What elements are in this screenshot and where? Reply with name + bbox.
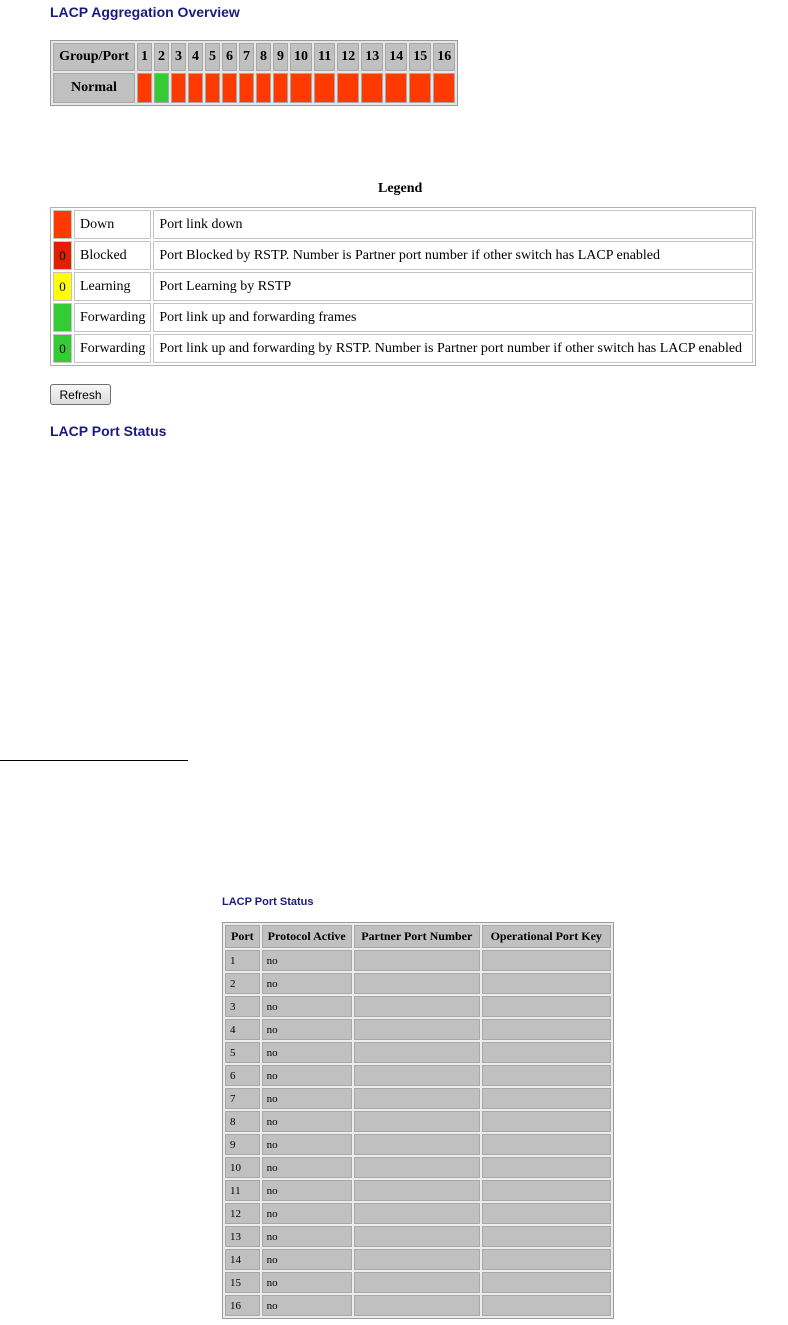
port-header: 14 bbox=[385, 43, 407, 71]
protocol-active-cell: no bbox=[262, 1088, 352, 1109]
operational-port-key-column-header: Operational Port Key bbox=[482, 925, 611, 948]
status-swatch: 0 bbox=[53, 334, 72, 363]
protocol-active-cell: no bbox=[262, 1111, 352, 1132]
port-state-cell bbox=[239, 73, 254, 103]
partner-port-number-column-header: Partner Port Number bbox=[354, 925, 480, 948]
group-port-header: Group/Port bbox=[53, 43, 135, 71]
partner-port-number-cell bbox=[354, 1111, 480, 1132]
protocol-active-cell: no bbox=[262, 1203, 352, 1224]
legend-row bbox=[53, 334, 753, 363]
port-number-cell: 12 bbox=[225, 1203, 260, 1224]
protocol-active-cell: no bbox=[262, 950, 352, 971]
protocol-active-cell: no bbox=[262, 1157, 352, 1178]
operational-port-key-cell bbox=[482, 1157, 611, 1178]
partner-port-number-cell bbox=[354, 1042, 480, 1063]
port-state-cell bbox=[171, 73, 186, 103]
partner-port-number-cell bbox=[354, 973, 480, 994]
protocol-active-cell: no bbox=[262, 1065, 352, 1086]
port-status-row bbox=[225, 973, 611, 994]
port-status-row bbox=[225, 1157, 611, 1178]
legend-table bbox=[50, 207, 756, 366]
operational-port-key-cell bbox=[482, 1295, 611, 1316]
port-state-cell bbox=[290, 73, 312, 103]
port-status-row bbox=[225, 1180, 611, 1201]
operational-port-key-cell bbox=[482, 1065, 611, 1086]
operational-port-key-cell bbox=[482, 950, 611, 971]
protocol-active-cell: no bbox=[262, 1134, 352, 1155]
port-state-cell bbox=[273, 73, 288, 103]
partner-port-number-cell bbox=[354, 1088, 480, 1109]
protocol-active-column-header: Protocol Active bbox=[262, 925, 352, 948]
operational-port-key-cell bbox=[482, 1088, 611, 1109]
port-status-row bbox=[225, 1249, 611, 1270]
port-state-cell bbox=[314, 73, 335, 103]
port-state-cell bbox=[409, 73, 431, 103]
port-number-cell: 2 bbox=[225, 973, 260, 994]
legend-description: Port Learning by RSTP bbox=[153, 272, 753, 301]
divider-line bbox=[0, 760, 188, 761]
protocol-active-cell: no bbox=[262, 1042, 352, 1063]
port-number-cell: 1 bbox=[225, 950, 260, 971]
aggregation-header-row bbox=[53, 43, 455, 71]
port-status-row bbox=[225, 1272, 611, 1293]
port-state-cell bbox=[137, 73, 152, 103]
port-header: 3 bbox=[171, 43, 186, 71]
port-state-cell bbox=[154, 73, 169, 103]
legend-status-name: Learning bbox=[74, 272, 151, 301]
port-header: 12 bbox=[337, 43, 359, 71]
legend-row bbox=[53, 272, 753, 301]
port-header: 13 bbox=[361, 43, 383, 71]
operational-port-key-cell bbox=[482, 1042, 611, 1063]
port-header: 10 bbox=[290, 43, 312, 71]
port-status-title: LACP Port Status bbox=[222, 896, 314, 908]
protocol-active-cell: no bbox=[262, 1226, 352, 1247]
port-state-cell bbox=[433, 73, 455, 103]
protocol-active-cell: no bbox=[262, 1295, 352, 1316]
port-state-cell bbox=[385, 73, 407, 103]
operational-port-key-cell bbox=[482, 1272, 611, 1293]
aggregation-title: LACP Aggregation Overview bbox=[50, 4, 240, 20]
operational-port-key-cell bbox=[482, 1111, 611, 1132]
port-number-cell: 13 bbox=[225, 1226, 260, 1247]
legend-description: Port Blocked by RSTP. Number is Partner port number if other switch has LACP enabled bbox=[153, 241, 753, 270]
port-status-row bbox=[225, 1134, 611, 1155]
partner-port-number-cell bbox=[354, 1203, 480, 1224]
partner-port-number-cell bbox=[354, 950, 480, 971]
port-status-row bbox=[225, 1295, 611, 1316]
port-state-cell bbox=[205, 73, 220, 103]
port-status-row bbox=[225, 1088, 611, 1109]
port-status-row bbox=[225, 996, 611, 1017]
port-status-row bbox=[225, 1019, 611, 1040]
port-header: 2 bbox=[154, 43, 169, 71]
operational-port-key-cell bbox=[482, 1203, 611, 1224]
protocol-active-cell: no bbox=[262, 1249, 352, 1270]
partner-port-number-cell bbox=[354, 996, 480, 1017]
operational-port-key-cell bbox=[482, 1226, 611, 1247]
operational-port-key-cell bbox=[482, 1019, 611, 1040]
status-swatch bbox=[53, 210, 72, 239]
aggregation-normal-row bbox=[53, 73, 455, 103]
status-swatch bbox=[53, 303, 72, 332]
port-number-cell: 3 bbox=[225, 996, 260, 1017]
port-column-header: Port bbox=[225, 925, 260, 948]
partner-port-number-cell bbox=[354, 1180, 480, 1201]
port-header: 7 bbox=[239, 43, 254, 71]
operational-port-key-cell bbox=[482, 973, 611, 994]
port-number-cell: 14 bbox=[225, 1249, 260, 1270]
port-header: 15 bbox=[409, 43, 431, 71]
legend-row bbox=[53, 303, 753, 332]
port-status-table bbox=[222, 922, 614, 1319]
port-status-row bbox=[225, 1226, 611, 1247]
port-number-cell: 10 bbox=[225, 1157, 260, 1178]
partner-port-number-cell bbox=[354, 1065, 480, 1086]
operational-port-key-cell bbox=[482, 1249, 611, 1270]
partner-port-number-cell bbox=[354, 1226, 480, 1247]
port-status-row bbox=[225, 1065, 611, 1086]
protocol-active-cell: no bbox=[262, 973, 352, 994]
port-number-cell: 6 bbox=[225, 1065, 260, 1086]
legend-status-name: Forwarding bbox=[74, 303, 151, 332]
operational-port-key-cell bbox=[482, 1180, 611, 1201]
port-header: 8 bbox=[256, 43, 271, 71]
partner-port-number-cell bbox=[354, 1295, 480, 1316]
port-status-heading: LACP Port Status bbox=[50, 423, 167, 439]
status-swatch: 0 bbox=[53, 241, 72, 270]
partner-port-number-cell bbox=[354, 1157, 480, 1178]
port-number-cell: 11 bbox=[225, 1180, 260, 1201]
port-header: 16 bbox=[433, 43, 455, 71]
status-swatch: 0 bbox=[53, 272, 72, 301]
port-header: 4 bbox=[188, 43, 203, 71]
port-state-cell bbox=[222, 73, 237, 103]
operational-port-key-cell bbox=[482, 996, 611, 1017]
legend-description: Port link up and forwarding by RSTP. Number is Partner port number if other switch has LACP enabled bbox=[153, 334, 753, 363]
port-number-cell: 16 bbox=[225, 1295, 260, 1316]
partner-port-number-cell bbox=[354, 1134, 480, 1155]
protocol-active-cell: no bbox=[262, 996, 352, 1017]
normal-row-label: Normal bbox=[53, 73, 135, 103]
legend-status-name: Blocked bbox=[74, 241, 151, 270]
port-header: 9 bbox=[273, 43, 288, 71]
protocol-active-cell: no bbox=[262, 1180, 352, 1201]
partner-port-number-cell bbox=[354, 1019, 480, 1040]
port-state-cell bbox=[361, 73, 383, 103]
legend-title: Legend bbox=[378, 181, 423, 196]
port-state-cell bbox=[337, 73, 359, 103]
port-header: 6 bbox=[222, 43, 237, 71]
legend-status-name: Down bbox=[74, 210, 151, 239]
port-status-row bbox=[225, 1111, 611, 1132]
operational-port-key-cell bbox=[482, 1134, 611, 1155]
port-number-cell: 15 bbox=[225, 1272, 260, 1293]
port-status-row bbox=[225, 950, 611, 971]
legend-status-name: Forwarding bbox=[74, 334, 151, 363]
port-number-cell: 5 bbox=[225, 1042, 260, 1063]
legend-description: Port link down bbox=[153, 210, 753, 239]
port-status-row bbox=[225, 1203, 611, 1224]
port-status-row bbox=[225, 1042, 611, 1063]
port-status-header-row bbox=[225, 925, 611, 948]
refresh-button[interactable]: Refresh bbox=[50, 384, 111, 405]
port-state-cell bbox=[256, 73, 271, 103]
port-number-cell: 9 bbox=[225, 1134, 260, 1155]
legend-description: Port link up and forwarding frames bbox=[153, 303, 753, 332]
port-status-rows bbox=[225, 950, 611, 1316]
port-header: 1 bbox=[137, 43, 152, 71]
port-header: 11 bbox=[314, 43, 335, 71]
partner-port-number-cell bbox=[354, 1249, 480, 1270]
aggregation-overview-table bbox=[50, 40, 458, 106]
port-number-cell: 4 bbox=[225, 1019, 260, 1040]
legend-row bbox=[53, 210, 753, 239]
protocol-active-cell: no bbox=[262, 1019, 352, 1040]
port-header: 5 bbox=[205, 43, 220, 71]
partner-port-number-cell bbox=[354, 1272, 480, 1293]
protocol-active-cell: no bbox=[262, 1272, 352, 1293]
legend-row bbox=[53, 241, 753, 270]
port-state-cell bbox=[188, 73, 203, 103]
port-number-cell: 7 bbox=[225, 1088, 260, 1109]
port-number-cell: 8 bbox=[225, 1111, 260, 1132]
